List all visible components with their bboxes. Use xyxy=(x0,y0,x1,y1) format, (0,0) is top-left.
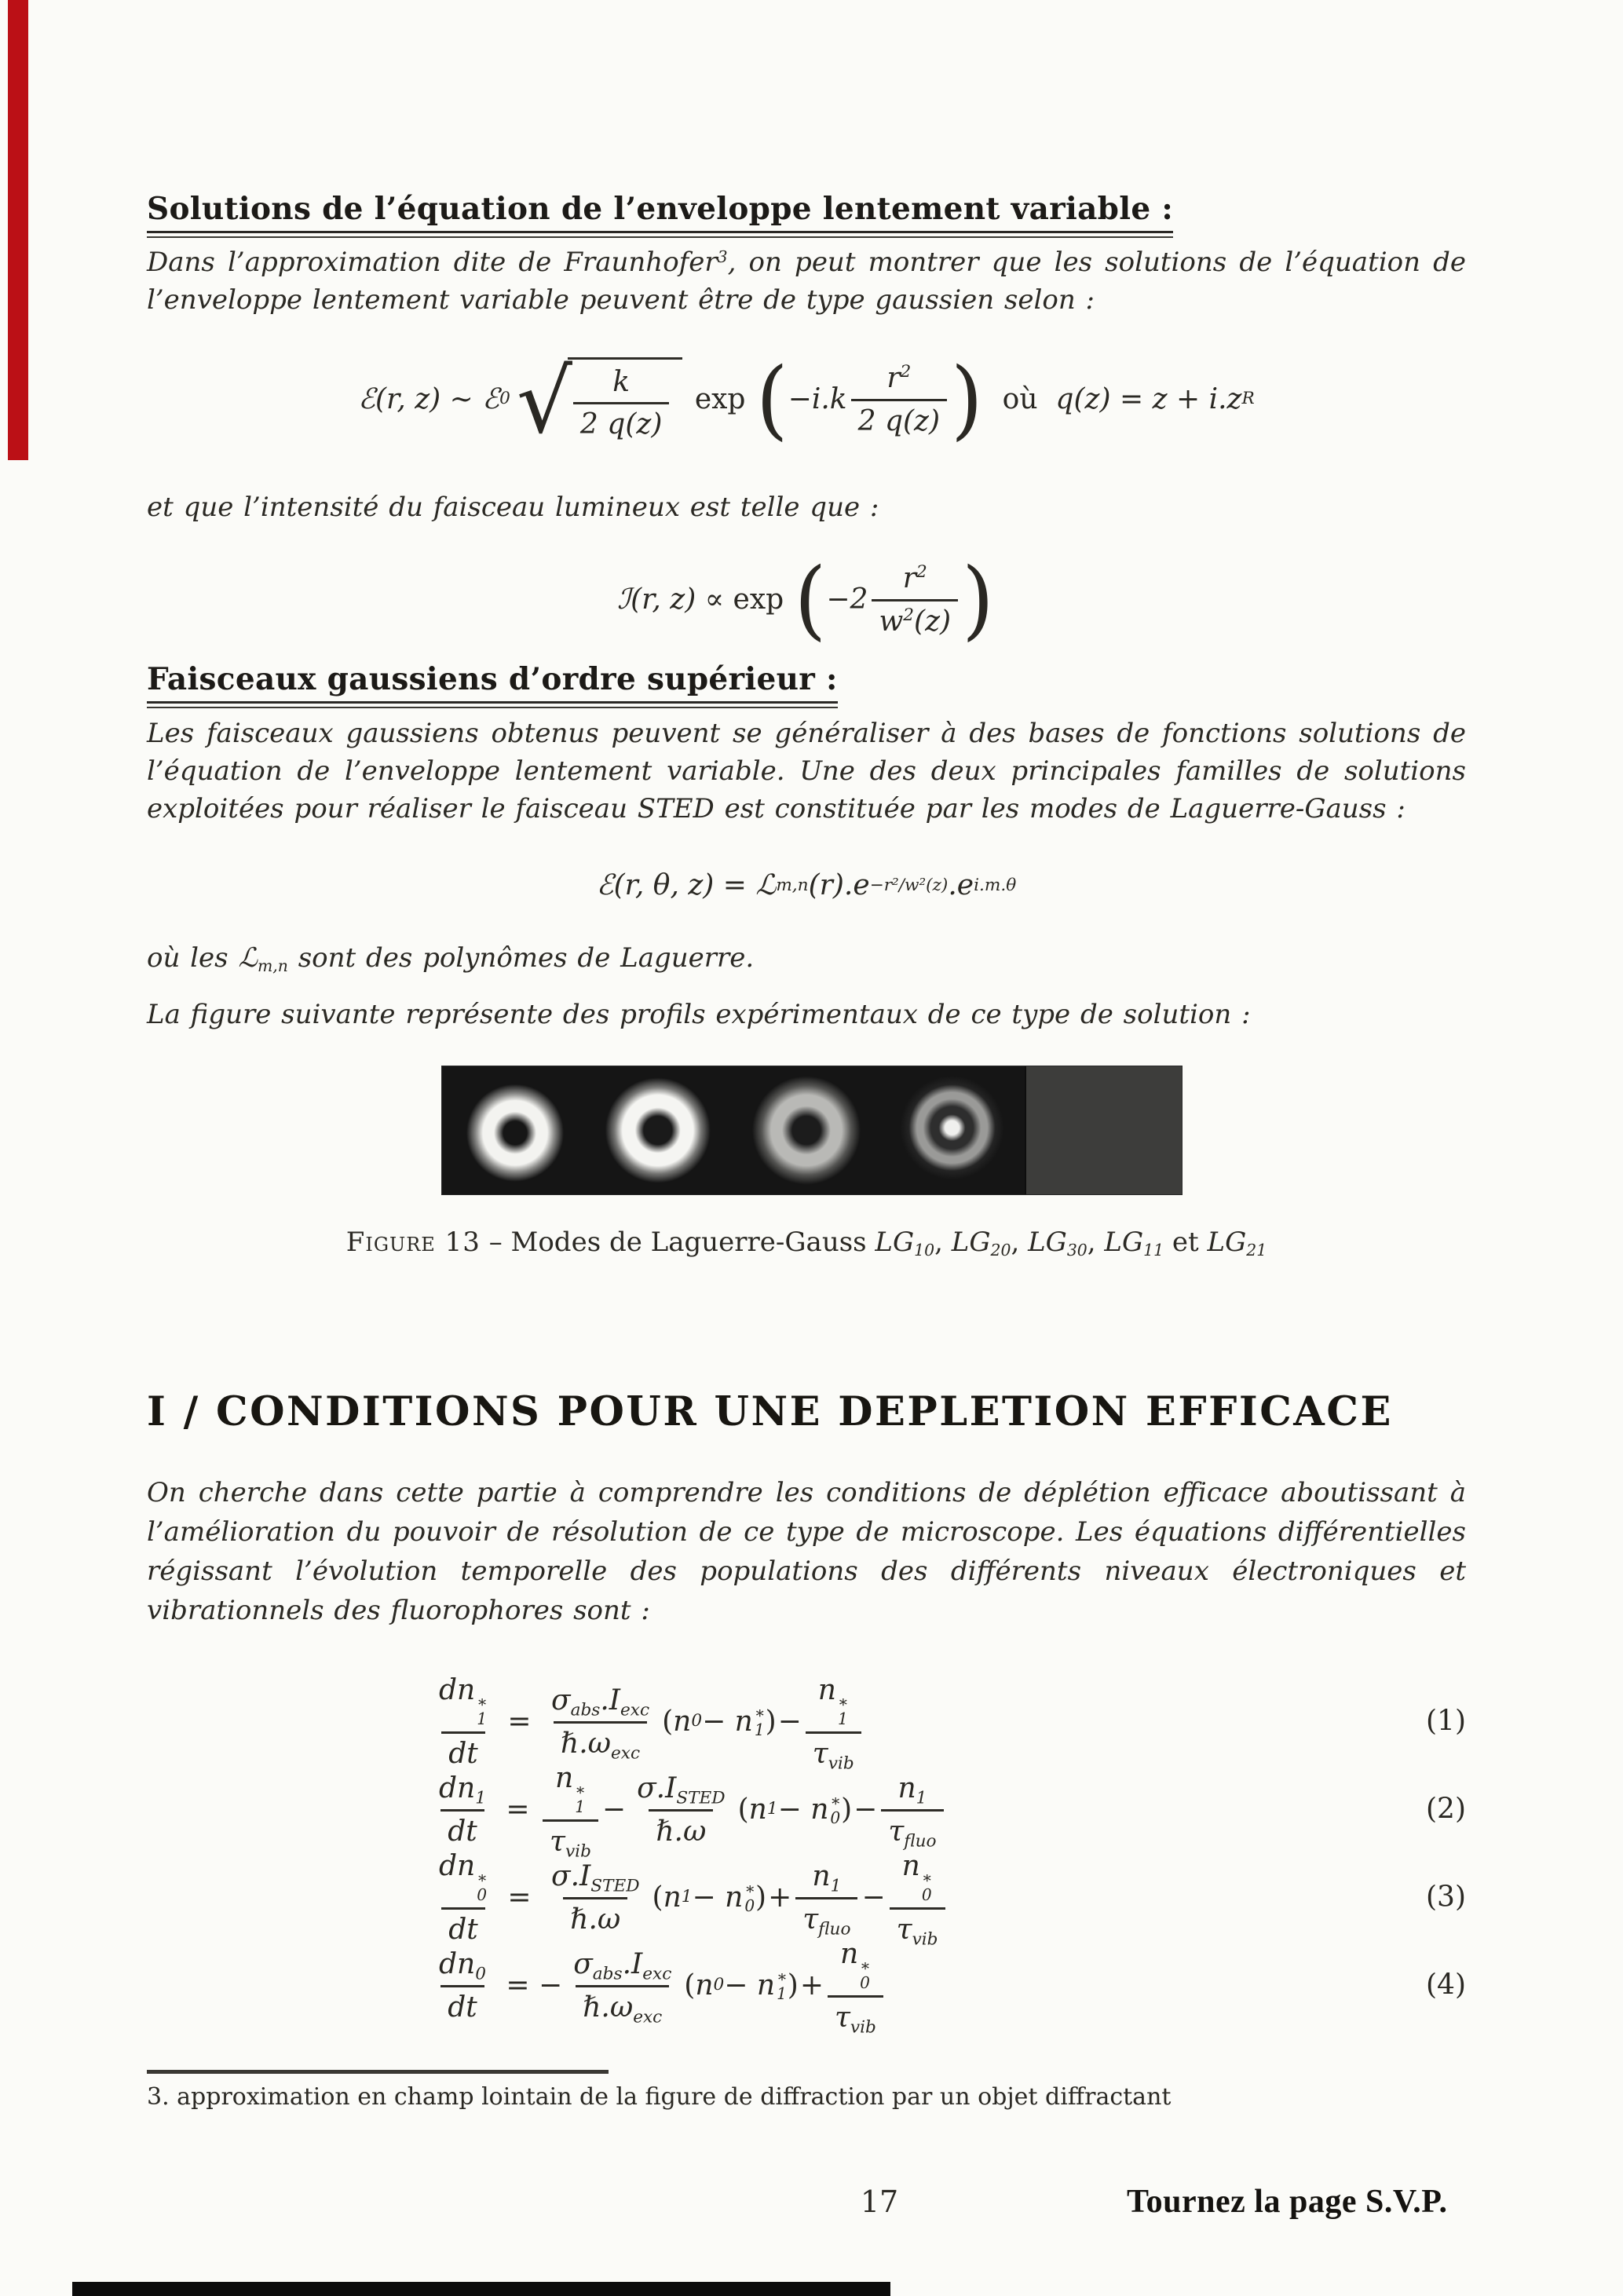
lg21-mode-image xyxy=(1025,1066,1182,1194)
heading-envelope-solutions: Solutions de l’équation de l’enveloppe lentement variable : xyxy=(147,191,1173,233)
paragraph-figure-intro: La figure suivante représente des profils expérimentaux de ce type de solution : xyxy=(147,999,1251,1030)
section-heading-depletion: I / CONDITIONS POUR UNE DEPLETION EFFICACE xyxy=(147,1388,1393,1435)
paragraph-intensity-intro: et que l’intensité du faisceau lumineux est telle que : xyxy=(147,492,879,523)
rate-equations-block xyxy=(147,1674,1466,2038)
paragraph-laguerre-gauss-intro: Les faisceaux gaussiens obtenus peuvent se généraliser à des bases de fonctions solutions de l’équation de l’enveloppe lentement variable. Une des deux principales familles de solutions exploitées pour réaliser le faisceau STED est constituée par les modes de Laguerre-Gauss : xyxy=(147,718,1466,824)
lg30-mode-image xyxy=(733,1066,879,1194)
paragraph-section-intro: On cherche dans cette partie à comprendre les conditions de déplétion efficace aboutissant à l’amélioration du pouvoir de résolution de ce type de microscope. Les équations différentielles régissant l’évolution temporelle des populations des différents niveaux électroniques et vibrationnels des fluorophores sont : xyxy=(147,1477,1466,1626)
footnote-rule xyxy=(147,2070,609,2074)
scan-red-ribbon-artifact xyxy=(8,0,28,460)
lg11-mode-image xyxy=(879,1066,1025,1194)
heading-higher-order-beams: Faisceaux gaussiens d’ordre supérieur : xyxy=(147,661,838,704)
equation-number-2: (2) xyxy=(1426,1793,1466,1826)
figure-caption-text: – Modes de Laguerre-Gauss $LG_{10}$, $LG_{20}$, $LG_{30}$, $LG_{11}$ et $LG_{21}$ xyxy=(480,1227,1267,1260)
lg20-mode-image xyxy=(588,1066,734,1194)
equation-laguerre-gauss: ℰ(r, θ, z) = ℒ m,n (r).e −r²/w²(z) .e i.m.θ xyxy=(596,869,1017,901)
equation-number-4: (4) xyxy=(1426,1969,1466,2002)
equation-rate-4: $\frac{dn_0}{dt}$ = − $\sigma_{abs}.I_{exc}$ $\hbar.\omega_{exc}$ ( n 0 − n ∗ 1 ) + n ∗ 0 $\tau_{vib}$ (4) xyxy=(439,1938,1466,2038)
scan-bottom-edge-artifact xyxy=(72,2282,890,2296)
equation-number-3: (3) xyxy=(1426,1881,1466,1914)
equation-intensity: ℐ(r, z) ∝ exp ( −2 $r^2$ $w^2(z)$ ) xyxy=(617,548,994,650)
equation-envelope: ℰ(r, z) ∼ ℰ 0 √ $\frac{k}{2 q(z)}$ exp ( −i.k $r^2$ 2 q(z) ) où q(z) = z + i.z R xyxy=(358,348,1255,453)
lg10-mode-image xyxy=(442,1066,588,1194)
footnote-text: 3. approximation en champ lointain de la figure de diffraction par un objet diffractant xyxy=(147,2083,1172,2111)
figure-laguerre-gauss-modes xyxy=(442,1066,1182,1194)
equation-rate-3: dn ∗ 0 dt = $\sigma.I_{STED}$ ℏ.ω ( n 1 − n ∗ 0 ) + $n_1$ $\tau_{fluo}$ − n ∗ 0 $\tau_{vib}$ (3) xyxy=(439,1850,1466,1950)
equation-rate-2: $\frac{dn_1}{dt}$ = n ∗ 1 $\tau_{vib}$ − $\sigma.I_{STED}$ ℏ.ω ( n 1 − n ∗ 0 ) − $n_1$ $\tau_{fluo}$ (2) xyxy=(439,1762,1466,1862)
turn-page-note: Tournez la page S.V.P. xyxy=(1127,2184,1448,2220)
figure-caption xyxy=(147,1227,1466,1258)
equation-rate-1: dn ∗ 1 dt = $\sigma_{abs}.I_{exc}$ $\hbar.\omega_{exc}$ ( n 0 − n ∗ 1 ) − n ∗ 1 $\tau_{vib}$ (1) xyxy=(439,1674,1466,1774)
footnote-block xyxy=(147,2070,1246,2111)
paragraph-laguerre-polynomials: où les ℒ$_{m,n}$ sont des polynômes de Laguerre. xyxy=(147,942,755,976)
paragraph-fraunhofer: Dans l’approximation dite de Fraunhofer$^3$, on peut montrer que les solutions de l’équation de l’enveloppe lentement variable peuvent être de type gaussien selon : xyxy=(147,247,1466,316)
page-number: 17 xyxy=(860,2184,899,2219)
equation-number-1: (1) xyxy=(1426,1705,1466,1738)
figure-caption-label: Figure 13 xyxy=(345,1227,481,1258)
